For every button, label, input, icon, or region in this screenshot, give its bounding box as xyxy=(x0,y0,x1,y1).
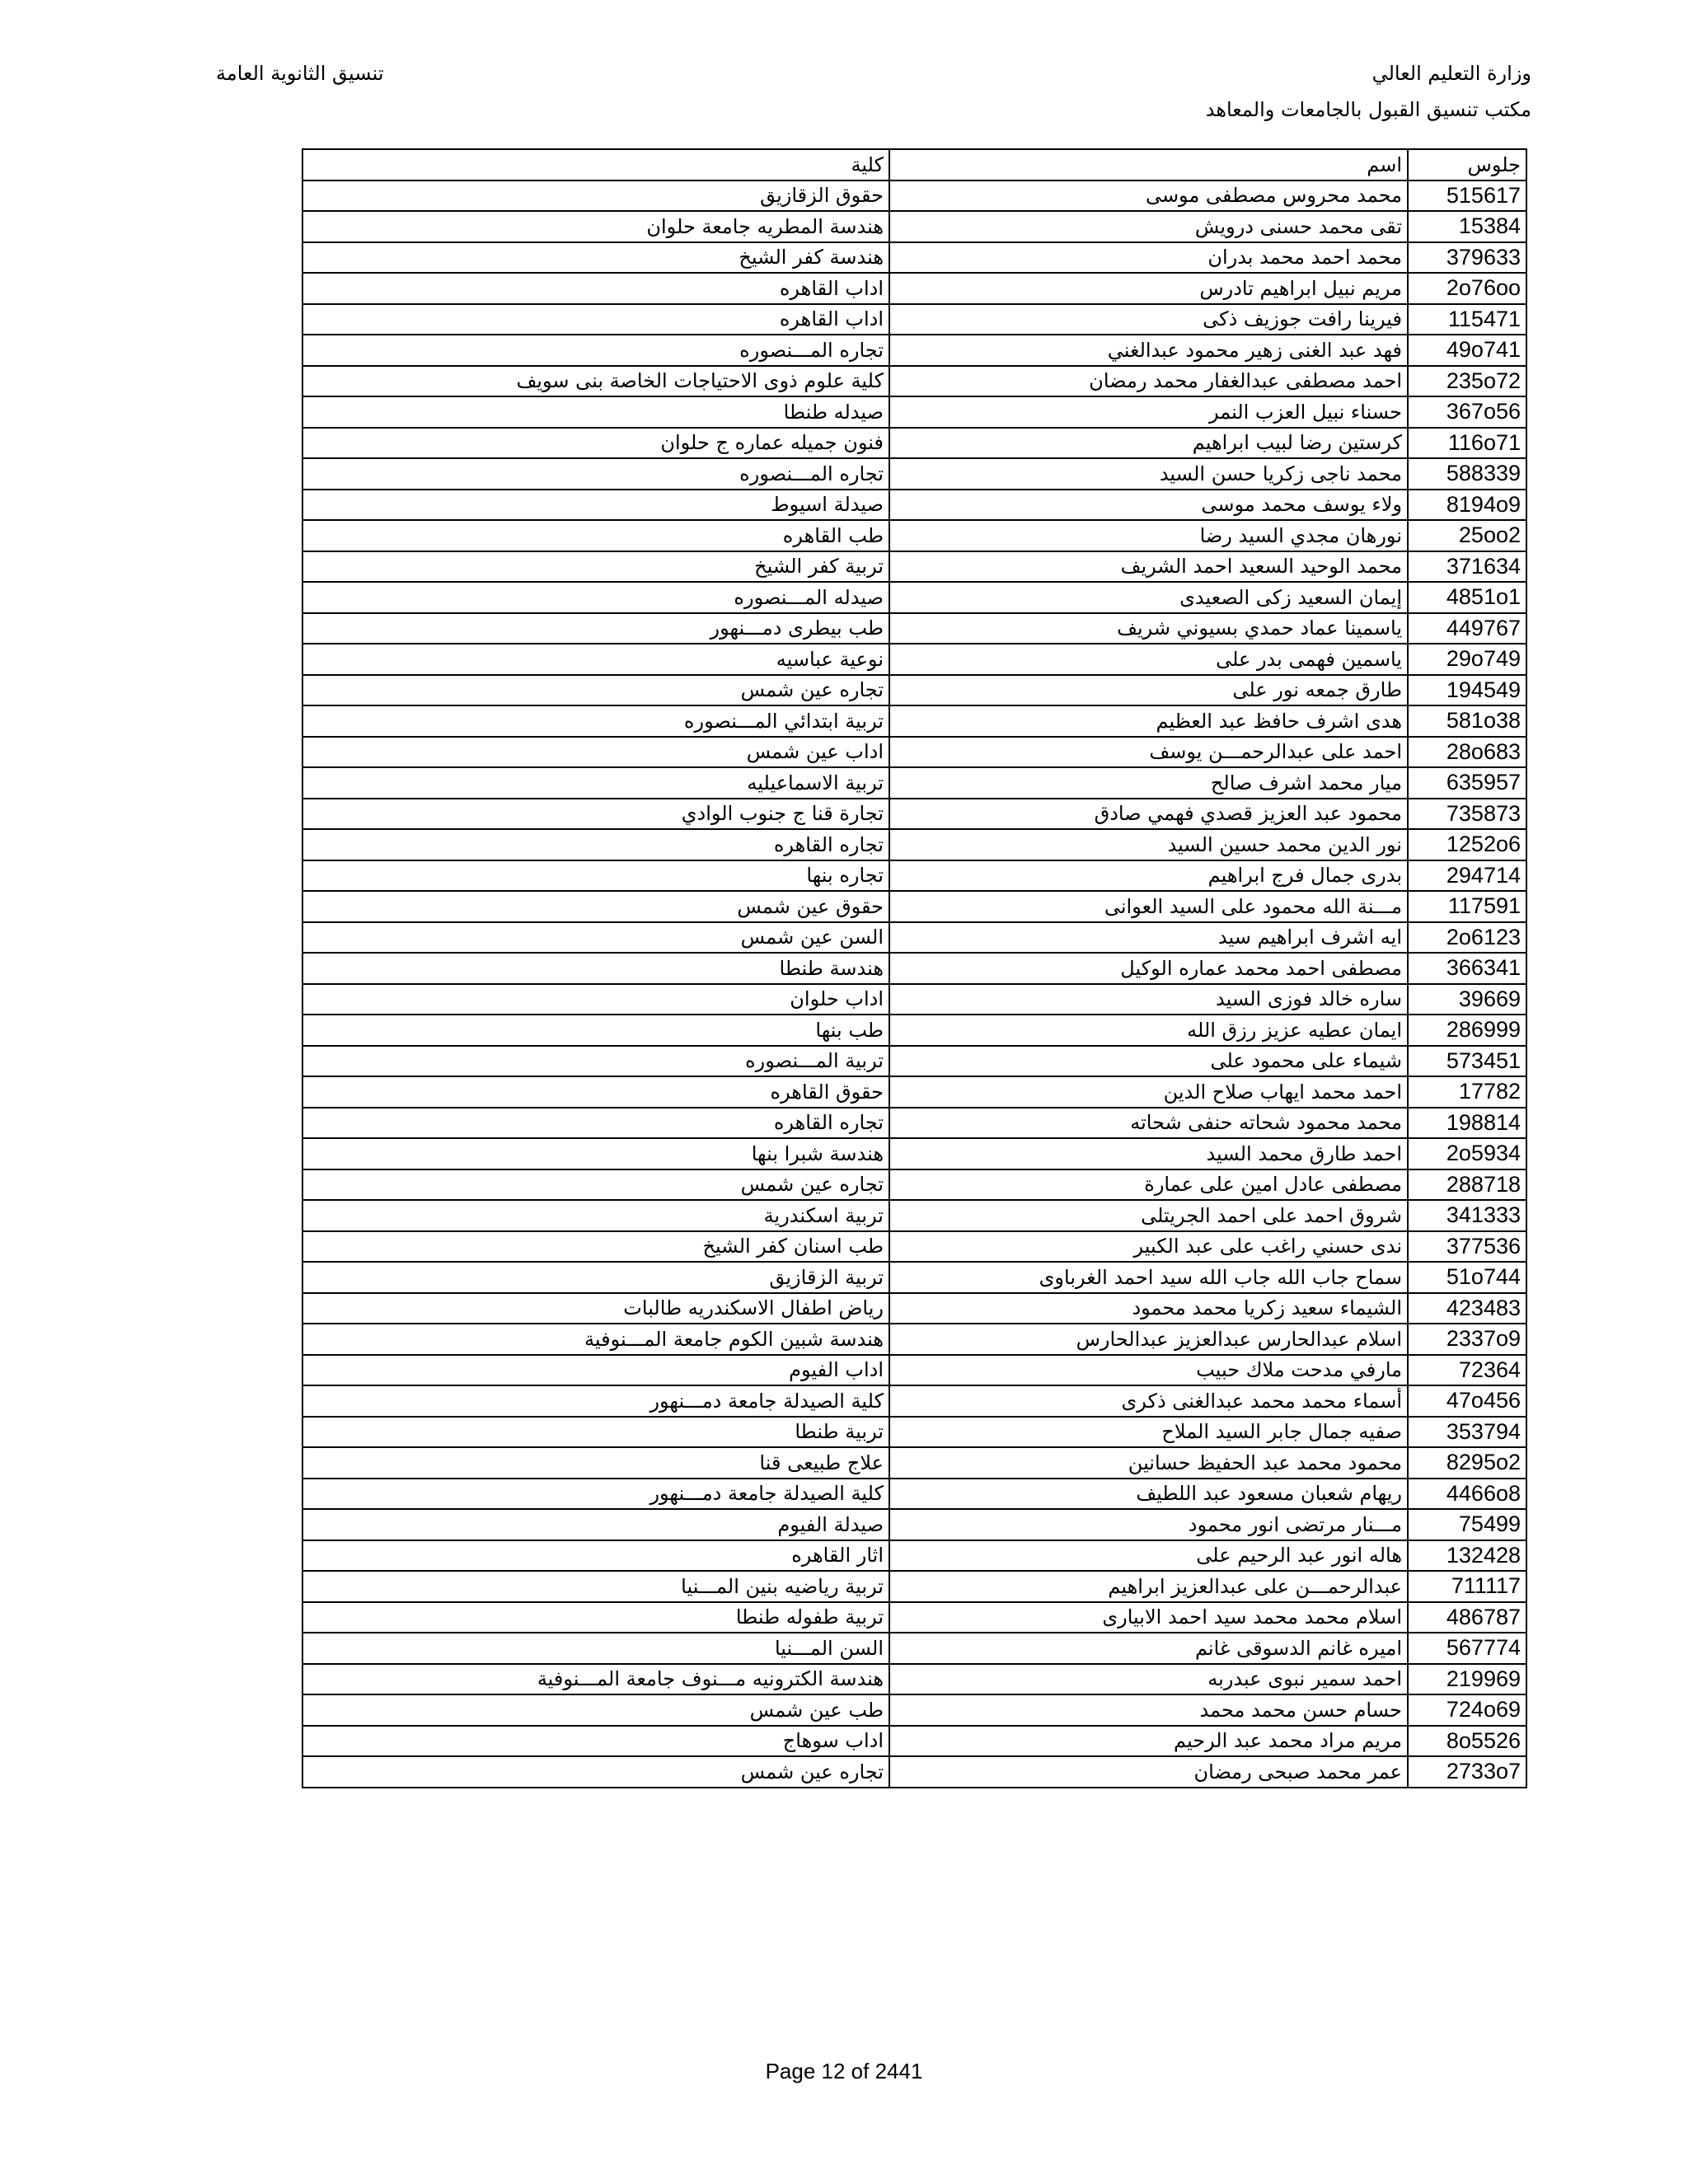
seat-number-cell: 353794 xyxy=(1408,1417,1526,1448)
student-name-cell: فيرينا رافت جوزيف ذكى xyxy=(889,304,1408,335)
table-row xyxy=(302,953,1526,984)
table-row xyxy=(302,458,1526,490)
student-name-cell: مارفي مدحت ملاك حبيب xyxy=(889,1355,1408,1386)
table-row xyxy=(302,1447,1526,1479)
student-name-cell: احمد مصطفى عبدالغفار محمد رمضان xyxy=(889,366,1408,397)
student-name-cell: محمد الوحيد السعيد احمد الشريف xyxy=(889,551,1408,583)
college-cell: اداب الفيوم xyxy=(302,1355,889,1386)
table-row xyxy=(302,1417,1526,1448)
header-ministry-block xyxy=(1206,59,1531,132)
ministry-name: وزارة التعليم العالي xyxy=(1372,62,1531,85)
student-name-cell: احمد محمد ايهاب صلاح الدين xyxy=(889,1076,1408,1108)
student-name-cell: ولاء يوسف محمد موسى xyxy=(889,490,1408,521)
seat-number-cell: 4466o8 xyxy=(1408,1479,1526,1510)
student-name-cell: محمد ناجى زكريا حسن السيد xyxy=(889,458,1408,490)
seat-number-cell: 724o69 xyxy=(1408,1694,1526,1726)
seat-number-cell: 39669 xyxy=(1408,984,1526,1015)
student-name-cell: محمد محروس مصطفى موسى xyxy=(889,180,1408,212)
college-cell: حقوق الزقازيق xyxy=(302,180,889,212)
seat-number-cell: 288718 xyxy=(1408,1169,1526,1201)
college-cell: صيدله المـــنصوره xyxy=(302,582,889,613)
college-cell: اثار القاهره xyxy=(302,1540,889,1572)
seat-number-cell: 635957 xyxy=(1408,767,1526,799)
table-row xyxy=(302,675,1526,706)
table-row xyxy=(302,1509,1526,1540)
student-name-cell: مـــنة الله محمود على السيد العوانى xyxy=(889,891,1408,922)
office-name: مكتب تنسيق القبول بالجامعات والمعاهد xyxy=(1205,98,1531,121)
column-header-seat: جلوس xyxy=(1408,149,1526,180)
table-header-row xyxy=(302,149,1526,180)
table-row xyxy=(302,1726,1526,1757)
student-name-cell: ندى حسني راغب على عبد الكبير xyxy=(889,1231,1408,1263)
college-cell: تربية طفوله طنطا xyxy=(302,1602,889,1633)
student-name-cell: ميار محمد اشرف صالح xyxy=(889,767,1408,799)
college-cell: علاج طبيعى قنا xyxy=(302,1447,889,1479)
table-row xyxy=(302,860,1526,892)
seat-number-cell: 8295o2 xyxy=(1408,1447,1526,1479)
seat-number-cell: 2733o7 xyxy=(1408,1756,1526,1788)
college-cell: تجاره عين شمس xyxy=(302,1756,889,1788)
student-name-cell: تقى محمد حسنى درويش xyxy=(889,211,1408,242)
seat-number-cell: 28o683 xyxy=(1408,737,1526,768)
college-cell: نوعية عباسيه xyxy=(302,644,889,675)
student-name-cell: هدى اشرف حافظ عبد العظيم xyxy=(889,705,1408,737)
seat-number-cell: 116o71 xyxy=(1408,428,1526,459)
seat-number-cell: 2o5934 xyxy=(1408,1138,1526,1169)
seat-number-cell: 573451 xyxy=(1408,1046,1526,1077)
college-cell: صيدلة اسيوط xyxy=(302,490,889,521)
college-cell: كلية الصيدلة جامعة دمـــنهور xyxy=(302,1479,889,1510)
table-row xyxy=(302,335,1526,366)
table-row xyxy=(302,211,1526,242)
seat-number-cell: 17782 xyxy=(1408,1076,1526,1108)
table-row xyxy=(302,1046,1526,1077)
student-name-cell: محمد محمود شحاته حنفى شحاته xyxy=(889,1108,1408,1139)
table-row xyxy=(302,1633,1526,1664)
college-cell: تربية ابتدائي المـــنصوره xyxy=(302,705,889,737)
college-cell: هندسة شبين الكوم جامعة المـــنوفية xyxy=(302,1324,889,1355)
table-row xyxy=(302,644,1526,675)
student-name-cell: ايه اشرف ابراهيم سيد xyxy=(889,922,1408,954)
student-name-cell: اسلام عبدالحارس عبدالعزيز عبدالحارس xyxy=(889,1324,1408,1355)
table-row xyxy=(302,396,1526,428)
table-row xyxy=(302,242,1526,274)
student-name-cell: شروق احمد على احمد الجريتلى xyxy=(889,1200,1408,1231)
table-row xyxy=(302,1293,1526,1324)
student-name-cell: مريم نبيل ابراهيم تادرس xyxy=(889,273,1408,304)
college-cell: طب عين شمس xyxy=(302,1694,889,1726)
seat-number-cell: 194549 xyxy=(1408,675,1526,706)
seat-number-cell: 72364 xyxy=(1408,1355,1526,1386)
college-cell: تجاره بنها xyxy=(302,860,889,892)
college-cell: حقوق عين شمس xyxy=(302,891,889,922)
college-cell: كلية علوم ذوى الاحتياجات الخاصة بنى سويف xyxy=(302,366,889,397)
table-row xyxy=(302,551,1526,583)
student-name-cell: فهد عبد الغنى زهير محمود عبدالغني xyxy=(889,335,1408,366)
college-cell: طب بنها xyxy=(302,1015,889,1046)
seat-number-cell: 366341 xyxy=(1408,953,1526,984)
table-row xyxy=(302,1664,1526,1695)
college-cell: هندسة طنطا xyxy=(302,953,889,984)
student-name-cell: مصطفى احمد محمد عماره الوكيل xyxy=(889,953,1408,984)
page-number: Page 12 of 2441 xyxy=(765,2059,923,2083)
table-row xyxy=(302,984,1526,1015)
seat-number-cell: 51o744 xyxy=(1408,1262,1526,1293)
student-name-cell: نورهان مجدي السيد رضا xyxy=(889,520,1408,551)
seat-number-cell: 449767 xyxy=(1408,613,1526,644)
table-row xyxy=(302,1169,1526,1201)
table-row xyxy=(302,180,1526,212)
seat-number-cell: 8194o9 xyxy=(1408,490,1526,521)
table-row xyxy=(302,891,1526,922)
table-row xyxy=(302,799,1526,830)
student-name-cell: ايمان عطيه عزيز رزق الله xyxy=(889,1015,1408,1046)
seat-number-cell: 4851o1 xyxy=(1408,582,1526,613)
college-cell: تربية اسكندرية xyxy=(302,1200,889,1231)
student-name-cell: الشيماء سعيد زكريا محمد محمود xyxy=(889,1293,1408,1324)
column-header-name: اسم xyxy=(889,149,1408,180)
college-cell: طب بيطرى دمـــنهور xyxy=(302,613,889,644)
seat-number-cell: 567774 xyxy=(1408,1633,1526,1664)
table-row xyxy=(302,1540,1526,1572)
table-row xyxy=(302,582,1526,613)
student-name-cell: احمد طارق محمد السيد xyxy=(889,1138,1408,1169)
seat-number-cell: 2o76oo xyxy=(1408,273,1526,304)
student-name-cell: مـــنار مرتضى انور محمود xyxy=(889,1509,1408,1540)
table-row xyxy=(302,922,1526,954)
student-name-cell: اسلام محمد محمد سيد احمد الابيارى xyxy=(889,1602,1408,1633)
college-cell: السن المـــنيا xyxy=(302,1633,889,1664)
table-row xyxy=(302,520,1526,551)
student-name-cell: أسماء محمد محمد عبدالغنى ذكرى xyxy=(889,1385,1408,1417)
college-cell: حقوق القاهره xyxy=(302,1076,889,1108)
college-cell: صيدلة الفيوم xyxy=(302,1509,889,1540)
college-cell: تجاره عين شمس xyxy=(302,675,889,706)
seat-number-cell: 15384 xyxy=(1408,211,1526,242)
college-cell: هندسة المطريه جامعة حلوان xyxy=(302,211,889,242)
student-name-cell: محمد احمد محمد بدران xyxy=(889,242,1408,274)
table-row xyxy=(302,767,1526,799)
college-cell: تربية الاسماعيليه xyxy=(302,767,889,799)
table-row xyxy=(302,273,1526,304)
student-name-cell: طارق جمعه نور على xyxy=(889,675,1408,706)
student-name-cell: ياسمينا عماد حمدي بسيوني شريف xyxy=(889,613,1408,644)
seat-number-cell: 377536 xyxy=(1408,1231,1526,1263)
seat-number-cell: 379633 xyxy=(1408,242,1526,274)
college-cell: تربية الزقازيق xyxy=(302,1262,889,1293)
seat-number-cell: 735873 xyxy=(1408,799,1526,830)
table-row xyxy=(302,366,1526,397)
table-row xyxy=(302,737,1526,768)
student-name-cell: اميره غانم الدسوقى غانم xyxy=(889,1633,1408,1664)
seat-number-cell: 25oo2 xyxy=(1408,520,1526,551)
student-name-cell: مريم مراد محمد عبد الرحيم xyxy=(889,1726,1408,1757)
seat-number-cell: 198814 xyxy=(1408,1108,1526,1139)
column-header-college: كلية xyxy=(302,149,889,180)
seat-number-cell: 75499 xyxy=(1408,1509,1526,1540)
student-name-cell: ريهام شعبان مسعود عبد اللطيف xyxy=(889,1479,1408,1510)
seat-number-cell: 49o741 xyxy=(1408,335,1526,366)
seat-number-cell: 341333 xyxy=(1408,1200,1526,1231)
college-cell: تربية المـــنصوره xyxy=(302,1046,889,1077)
seat-number-cell: 581o38 xyxy=(1408,705,1526,737)
table-row xyxy=(302,705,1526,737)
student-name-cell: مصطفى عادل امين على عمارة xyxy=(889,1169,1408,1201)
seat-number-cell: 294714 xyxy=(1408,860,1526,892)
table-row xyxy=(302,1355,1526,1386)
college-cell: تربية كفر الشيخ xyxy=(302,551,889,583)
college-cell: صيدله طنطا xyxy=(302,396,889,428)
seat-number-cell: 371634 xyxy=(1408,551,1526,583)
college-cell: تجاره عين شمس xyxy=(302,1169,889,1201)
seat-number-cell: 2337o9 xyxy=(1408,1324,1526,1355)
student-name-cell: كرستين رضا لبيب ابراهيم xyxy=(889,428,1408,459)
student-name-cell: حسام حسن محمد محمد xyxy=(889,1694,1408,1726)
seat-number-cell: 1252o6 xyxy=(1408,829,1526,860)
student-name-cell: شيماء على محمود على xyxy=(889,1046,1408,1077)
table-row xyxy=(302,1108,1526,1139)
college-cell: تجاره المـــنصوره xyxy=(302,335,889,366)
seat-number-cell: 8o5526 xyxy=(1408,1726,1526,1757)
student-name-cell: حسناء نبيل العزب النمر xyxy=(889,396,1408,428)
table-row xyxy=(302,1231,1526,1263)
student-name-cell: احمد على عبدالرحمـــن يوسف xyxy=(889,737,1408,768)
table-row xyxy=(302,1694,1526,1726)
table-row xyxy=(302,304,1526,335)
student-name-cell: إيمان السعيد زكى الصعيدى xyxy=(889,582,1408,613)
seat-number-cell: 117591 xyxy=(1408,891,1526,922)
college-cell: اداب عين شمس xyxy=(302,737,889,768)
table-row xyxy=(302,428,1526,459)
college-cell: اداب سوهاج xyxy=(302,1726,889,1757)
seat-number-cell: 515617 xyxy=(1408,180,1526,212)
table-row xyxy=(302,1262,1526,1293)
college-cell: هندسة الكترونيه مـــنوف جامعة المـــنوفية xyxy=(302,1664,889,1695)
college-cell: تجاره القاهره xyxy=(302,1108,889,1139)
seat-number-cell: 115471 xyxy=(1408,304,1526,335)
college-cell: هندسة شبرا بنها xyxy=(302,1138,889,1169)
college-cell: تربية رياضيه بنين المـــنيا xyxy=(302,1571,889,1602)
student-name-cell: عبدالرحمـــن على عبدالعزيز ابراهيم xyxy=(889,1571,1408,1602)
college-cell: هندسة كفر الشيخ xyxy=(302,242,889,274)
college-cell: طب القاهره xyxy=(302,520,889,551)
student-name-cell: بدرى جمال فرج ابراهيم xyxy=(889,860,1408,892)
student-name-cell: احمد سمير نبوى عبدربه xyxy=(889,1664,1408,1695)
student-name-cell: ياسمين فهمى بدر على xyxy=(889,644,1408,675)
seat-number-cell: 711117 xyxy=(1408,1571,1526,1602)
table-row xyxy=(302,1200,1526,1231)
seat-number-cell: 423483 xyxy=(1408,1293,1526,1324)
seat-number-cell: 219969 xyxy=(1408,1664,1526,1695)
table-row xyxy=(302,1571,1526,1602)
student-name-cell: محمود محمد عبد الحفيظ حسانين xyxy=(889,1447,1408,1479)
student-name-cell: صفيه جمال جابر السيد الملاح xyxy=(889,1417,1408,1448)
seat-number-cell: 132428 xyxy=(1408,1540,1526,1572)
seat-number-cell: 286999 xyxy=(1408,1015,1526,1046)
results-table xyxy=(302,148,1527,1788)
table-row xyxy=(302,1076,1526,1108)
seat-number-cell: 588339 xyxy=(1408,458,1526,490)
student-name-cell: هاله انور عبد الرحيم على xyxy=(889,1540,1408,1572)
table-row xyxy=(302,1324,1526,1355)
college-cell: تربية طنطا xyxy=(302,1417,889,1448)
college-cell: تجاره القاهره xyxy=(302,829,889,860)
student-name-cell: سماح جاب الله جاب الله سيد احمد الغرباوى xyxy=(889,1262,1408,1293)
college-cell: رياض اطفال الاسكندريه طالبات xyxy=(302,1293,889,1324)
student-name-cell: ساره خالد فوزى السيد xyxy=(889,984,1408,1015)
college-cell: اداب القاهره xyxy=(302,304,889,335)
table-row xyxy=(302,490,1526,521)
table-row xyxy=(302,829,1526,860)
college-cell: طب اسنان كفر الشيخ xyxy=(302,1231,889,1263)
seat-number-cell: 47o456 xyxy=(1408,1385,1526,1417)
table-row xyxy=(302,1385,1526,1417)
college-cell: اداب حلوان xyxy=(302,984,889,1015)
table-row xyxy=(302,613,1526,644)
college-cell: فنون جميله عماره ج حلوان xyxy=(302,428,889,459)
table-row xyxy=(302,1138,1526,1169)
college-cell: تجارة قنا ج جنوب الوادي xyxy=(302,799,889,830)
seat-number-cell: 29o749 xyxy=(1408,644,1526,675)
table-row xyxy=(302,1602,1526,1633)
table-row xyxy=(302,1756,1526,1788)
document-title: تنسيق الثانوية العامة xyxy=(216,62,384,85)
college-cell: تجاره المـــنصوره xyxy=(302,458,889,490)
seat-number-cell: 235o72 xyxy=(1408,366,1526,397)
table-row xyxy=(302,1015,1526,1046)
seat-number-cell: 2o6123 xyxy=(1408,922,1526,954)
seat-number-cell: 486787 xyxy=(1408,1602,1526,1633)
college-cell: كلية الصيدلة جامعة دمـــنهور xyxy=(302,1385,889,1417)
college-cell: اداب القاهره xyxy=(302,273,889,304)
college-cell: السن عين شمس xyxy=(302,922,889,954)
student-name-cell: عمر محمد صبحى رمضان xyxy=(889,1756,1408,1788)
seat-number-cell: 367o56 xyxy=(1408,396,1526,428)
table-body xyxy=(302,180,1526,1788)
student-name-cell: محمود عبد العزيز قصدي فهمي صادق xyxy=(889,799,1408,830)
table-row xyxy=(302,1479,1526,1510)
student-name-cell: نور الدين محمد حسين السيد xyxy=(889,829,1408,860)
